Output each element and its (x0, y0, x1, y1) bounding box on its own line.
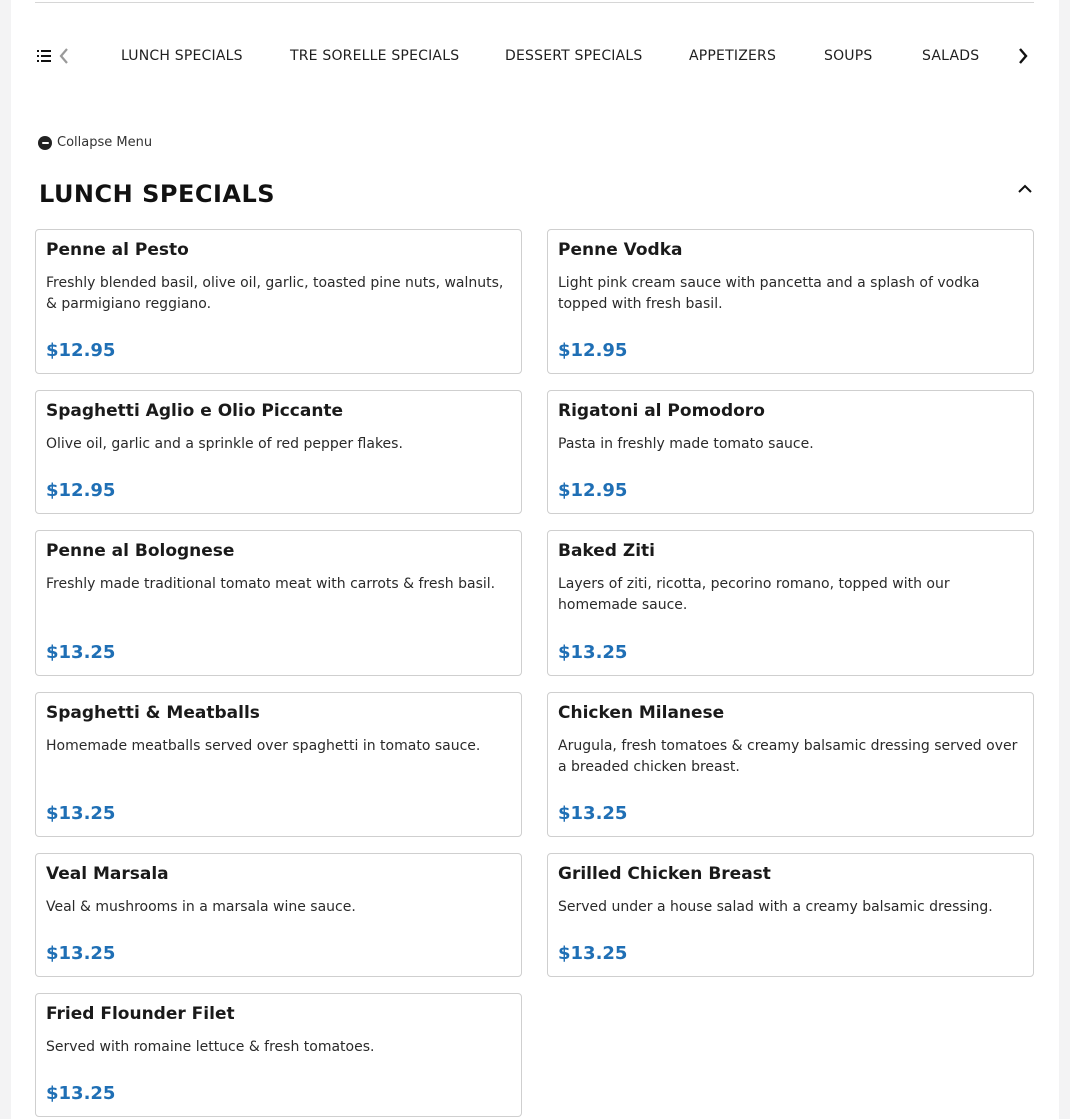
chevron-left-icon[interactable] (55, 47, 73, 65)
item-price: $13.25 (46, 803, 116, 824)
top-divider (35, 2, 1034, 3)
item-description: Light pink cream sauce with pancetta and a splash of vodka topped with fresh basil. (558, 275, 980, 312)
tab-salads[interactable]: SALADS (922, 48, 980, 64)
item-price: $12.95 (558, 340, 628, 361)
item-description: Served with romaine lettuce & fresh tomatoes. (46, 1039, 375, 1055)
item-name: Chicken Milanese (558, 703, 725, 723)
menu-item-card[interactable] (547, 692, 1034, 837)
item-price: $13.25 (558, 803, 628, 824)
item-name: Baked Ziti (558, 541, 656, 561)
section-title: LUNCH SPECIALS (39, 180, 276, 208)
item-description: Pasta in freshly made tomato sauce. (558, 436, 814, 452)
item-name: Rigatoni al Pomodoro (558, 401, 765, 421)
item-price: $13.25 (558, 642, 628, 663)
item-name: Penne al Pesto (46, 240, 189, 260)
menu-item-card[interactable] (35, 853, 522, 977)
item-description: Arugula, fresh tomatoes & creamy balsamic dressing served over a breaded chicken breast. (558, 738, 1018, 775)
menu-item-card[interactable] (35, 229, 522, 374)
menu-page (11, 0, 1059, 1119)
chevron-up-icon[interactable] (1016, 180, 1034, 196)
item-price: $13.25 (46, 943, 116, 964)
tab-appetizers[interactable]: APPETIZERS (689, 48, 777, 64)
item-name: Penne Vodka (558, 240, 683, 260)
item-price: $13.25 (558, 943, 628, 964)
item-description: Homemade meatballs served over spaghetti in tomato sauce. (46, 738, 481, 754)
category-nav (35, 40, 1034, 74)
menu-item-card[interactable] (35, 993, 522, 1117)
menu-item-card[interactable] (547, 530, 1034, 676)
item-description: Veal & mushrooms in a marsala wine sauce. (46, 899, 356, 915)
item-price: $12.95 (46, 340, 116, 361)
menu-item-card[interactable] (35, 530, 522, 676)
item-name: Grilled Chicken Breast (558, 864, 771, 884)
menu-item-card[interactable] (547, 390, 1034, 514)
menu-item-card[interactable] (35, 390, 522, 514)
menu-item-card[interactable] (35, 692, 522, 837)
minus-circle-icon (38, 136, 52, 150)
item-description: Freshly blended basil, olive oil, garlic, toasted pine nuts, walnuts, & parmigiano reggiano. (46, 275, 504, 312)
collapse-menu-button[interactable] (38, 135, 152, 150)
item-description: Served under a house salad with a creamy balsamic dressing. (558, 899, 993, 915)
tab-soups[interactable]: SOUPS (824, 48, 873, 64)
item-price: $13.25 (46, 642, 116, 663)
chevron-right-icon[interactable] (1013, 46, 1033, 66)
item-name: Veal Marsala (46, 864, 169, 884)
item-description: Freshly made traditional tomato meat with carrots & fresh basil. (46, 576, 496, 592)
menu-item-card[interactable] (547, 229, 1034, 374)
list-icon[interactable] (36, 48, 52, 64)
menu-item-card[interactable] (547, 853, 1034, 977)
item-description: Layers of ziti, ricotta, pecorino romano, topped with our homemade sauce. (558, 576, 950, 613)
item-description: Olive oil, garlic and a sprinkle of red pepper flakes. (46, 436, 403, 452)
item-name: Spaghetti & Meatballs (46, 703, 260, 723)
tab-lunch-specials[interactable]: LUNCH SPECIALS (121, 48, 243, 64)
item-price: $12.95 (46, 480, 116, 501)
tab-tre-sorelle-specials[interactable]: TRE SORELLE SPECIALS (290, 48, 460, 64)
item-price: $13.25 (46, 1083, 116, 1104)
item-price: $12.95 (558, 480, 628, 501)
collapse-menu-label: Collapse Menu (57, 135, 153, 150)
item-name: Fried Flounder Filet (46, 1004, 235, 1024)
tab-dessert-specials[interactable]: DESSERT SPECIALS (505, 48, 643, 64)
item-name: Spaghetti Aglio e Olio Piccante (46, 401, 344, 421)
item-name: Penne al Bolognese (46, 541, 235, 561)
